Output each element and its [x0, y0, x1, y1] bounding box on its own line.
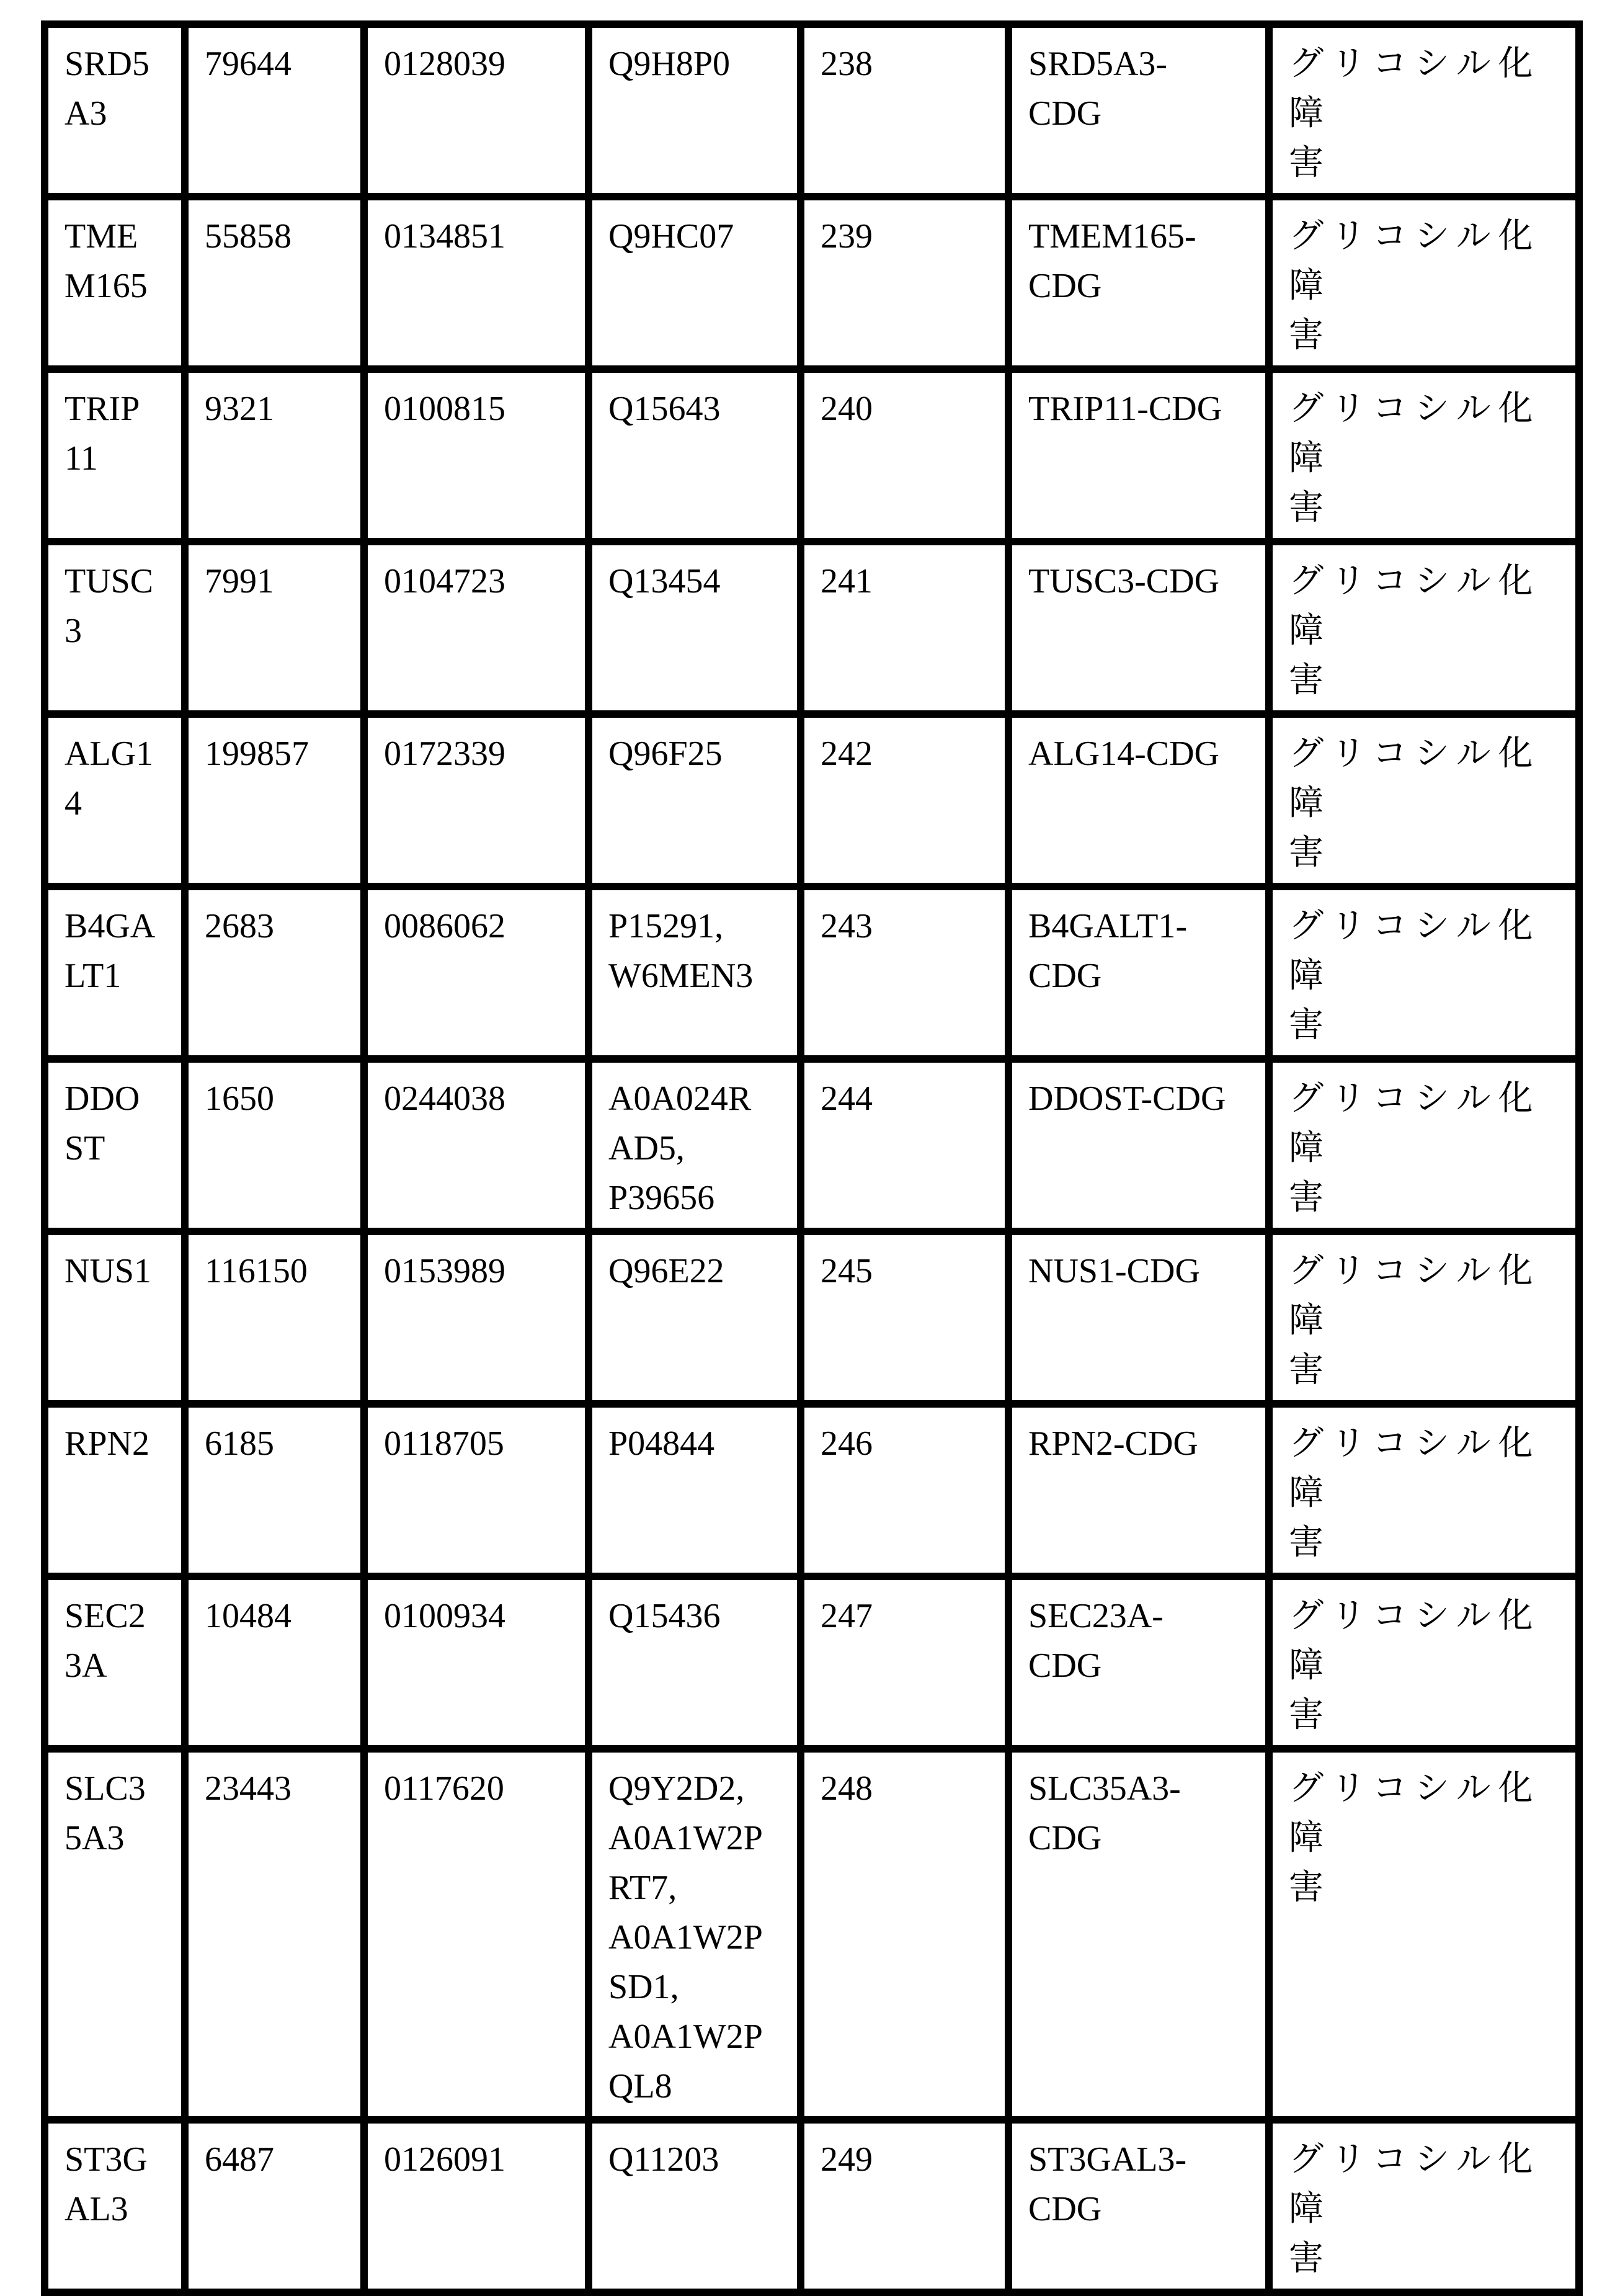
table-cell-uniprot: Q15436	[589, 1576, 801, 1749]
table-cell-accession: 0244038	[364, 1059, 589, 1231]
table-cell-gene-symbol: RPN2	[45, 1404, 185, 1576]
table-cell-category: グリコシル化障 害	[1269, 1576, 1579, 1749]
table-cell-seq-no: 246	[801, 1404, 1008, 1576]
table-cell-seq-no: 239	[801, 197, 1008, 369]
table-cell-accession: 0153989	[364, 1231, 589, 1404]
table-cell-gene-symbol: DDO ST	[45, 1059, 185, 1231]
table-cell-gene-symbol: TRIP 11	[45, 369, 185, 542]
table-cell-gene-id: 55858	[185, 197, 364, 369]
table-cell-seq-no: 243	[801, 887, 1008, 1059]
table-cell-seq-no: 245	[801, 1231, 1008, 1404]
table-cell-disease: TRIP11-CDG	[1008, 369, 1269, 542]
table-cell-disease: TMEM165- CDG	[1008, 197, 1269, 369]
table-cell-uniprot: Q9H8P0	[589, 24, 801, 197]
table-cell-accession: 0086062	[364, 887, 589, 1059]
table-cell-disease: ALG14-CDG	[1008, 714, 1269, 887]
table-row	[45, 1231, 1579, 1404]
table-cell-gene-id: 6487	[185, 2120, 364, 2292]
table-cell-gene-symbol: SLC3 5A3	[45, 1749, 185, 2120]
table-cell-accession: 0126091	[364, 2120, 589, 2292]
table-cell-seq-no: 241	[801, 542, 1008, 714]
table-cell-gene-id: 7991	[185, 542, 364, 714]
table-cell-accession: 0104723	[364, 542, 589, 714]
table-cell-uniprot: P15291, W6MEN3	[589, 887, 801, 1059]
table-cell-category: グリコシル化障 害	[1269, 542, 1579, 714]
table-cell-gene-id: 9321	[185, 369, 364, 542]
table-cell-disease: DDOST-CDG	[1008, 1059, 1269, 1231]
table-cell-disease: NUS1-CDG	[1008, 1231, 1269, 1404]
table-cell-category: グリコシル化障 害	[1269, 887, 1579, 1059]
table-cell-uniprot: Q9Y2D2, A0A1W2P RT7, A0A1W2P SD1, A0A1W2P QL8	[589, 1749, 801, 2120]
table-row	[45, 542, 1579, 714]
table-cell-category: グリコシル化障 害	[1269, 1749, 1579, 2120]
table-cell-uniprot: Q11203	[589, 2120, 801, 2292]
table-row	[45, 714, 1579, 887]
table-cell-category: グリコシル化障 害	[1269, 714, 1579, 887]
table-cell-accession: 0100815	[364, 369, 589, 542]
table-cell-accession: 0172339	[364, 714, 589, 887]
table-cell-seq-no: 248	[801, 1749, 1008, 2120]
table-cell-uniprot: Q15643	[589, 369, 801, 542]
table-cell-gene-symbol: SRD5 A3	[45, 24, 185, 197]
table-cell-gene-symbol: TUSC 3	[45, 542, 185, 714]
table-cell-gene-symbol: ST3G AL3	[45, 2120, 185, 2292]
table-cell-gene-symbol: TME M165	[45, 197, 185, 369]
table-cell-gene-symbol: SEC2 3A	[45, 1576, 185, 1749]
table-cell-category: グリコシル化障 害	[1269, 1231, 1579, 1404]
table-cell-category: グリコシル化障 害	[1269, 1059, 1579, 1231]
table-cell-category: グリコシル化障 害	[1269, 1404, 1579, 1576]
table-cell-gene-id: 23443	[185, 1749, 364, 2120]
table-cell-uniprot: P04844	[589, 1404, 801, 1576]
table-cell-uniprot: Q96F25	[589, 714, 801, 887]
table-row	[45, 197, 1579, 369]
table-cell-seq-no: 249	[801, 2120, 1008, 2292]
table-cell-category: グリコシル化障 害	[1269, 2120, 1579, 2292]
table-cell-gene-id: 199857	[185, 714, 364, 887]
table-cell-disease: SLC35A3- CDG	[1008, 1749, 1269, 2120]
table-row	[45, 369, 1579, 542]
table-cell-gene-id: 1650	[185, 1059, 364, 1231]
table-cell-seq-no: 238	[801, 24, 1008, 197]
table-cell-disease: TUSC3-CDG	[1008, 542, 1269, 714]
table-cell-uniprot: Q9HC07	[589, 197, 801, 369]
table-cell-disease: B4GALT1- CDG	[1008, 887, 1269, 1059]
table-cell-gene-id: 10484	[185, 1576, 364, 1749]
gene-disease-table	[41, 20, 1583, 2296]
table-cell-gene-id: 116150	[185, 1231, 364, 1404]
table-cell-disease: RPN2-CDG	[1008, 1404, 1269, 1576]
table-row	[45, 887, 1579, 1059]
table-cell-accession: 0118705	[364, 1404, 589, 1576]
table-row	[45, 24, 1579, 197]
table-cell-category: グリコシル化障 害	[1269, 369, 1579, 542]
table-cell-gene-symbol: ALG1 4	[45, 714, 185, 887]
table-cell-gene-id: 79644	[185, 24, 364, 197]
table-cell-disease: SRD5A3- CDG	[1008, 24, 1269, 197]
table-cell-gene-id: 6185	[185, 1404, 364, 1576]
table-cell-accession: 0134851	[364, 197, 589, 369]
table-cell-accession: 0128039	[364, 24, 589, 197]
table-cell-gene-symbol: NUS1	[45, 1231, 185, 1404]
table-cell-accession: 0100934	[364, 1576, 589, 1749]
table-cell-uniprot: A0A024R AD5, P39656	[589, 1059, 801, 1231]
table-cell-gene-id: 2683	[185, 887, 364, 1059]
table-cell-category: グリコシル化障 害	[1269, 24, 1579, 197]
table-cell-uniprot: Q96E22	[589, 1231, 801, 1404]
table-cell-seq-no: 242	[801, 714, 1008, 887]
table-cell-seq-no: 247	[801, 1576, 1008, 1749]
table-row	[45, 1576, 1579, 1749]
table-cell-uniprot: Q13454	[589, 542, 801, 714]
table-row	[45, 2120, 1579, 2292]
table-row	[45, 1404, 1579, 1576]
table-cell-gene-symbol: B4GA LT1	[45, 887, 185, 1059]
table-cell-seq-no: 240	[801, 369, 1008, 542]
table-row	[45, 1749, 1579, 2120]
table-cell-disease: ST3GAL3- CDG	[1008, 2120, 1269, 2292]
table-cell-category: グリコシル化障 害	[1269, 197, 1579, 369]
table-cell-disease: SEC23A- CDG	[1008, 1576, 1269, 1749]
table-cell-accession: 0117620	[364, 1749, 589, 2120]
table-cell-seq-no: 244	[801, 1059, 1008, 1231]
table-row	[45, 1059, 1579, 1231]
